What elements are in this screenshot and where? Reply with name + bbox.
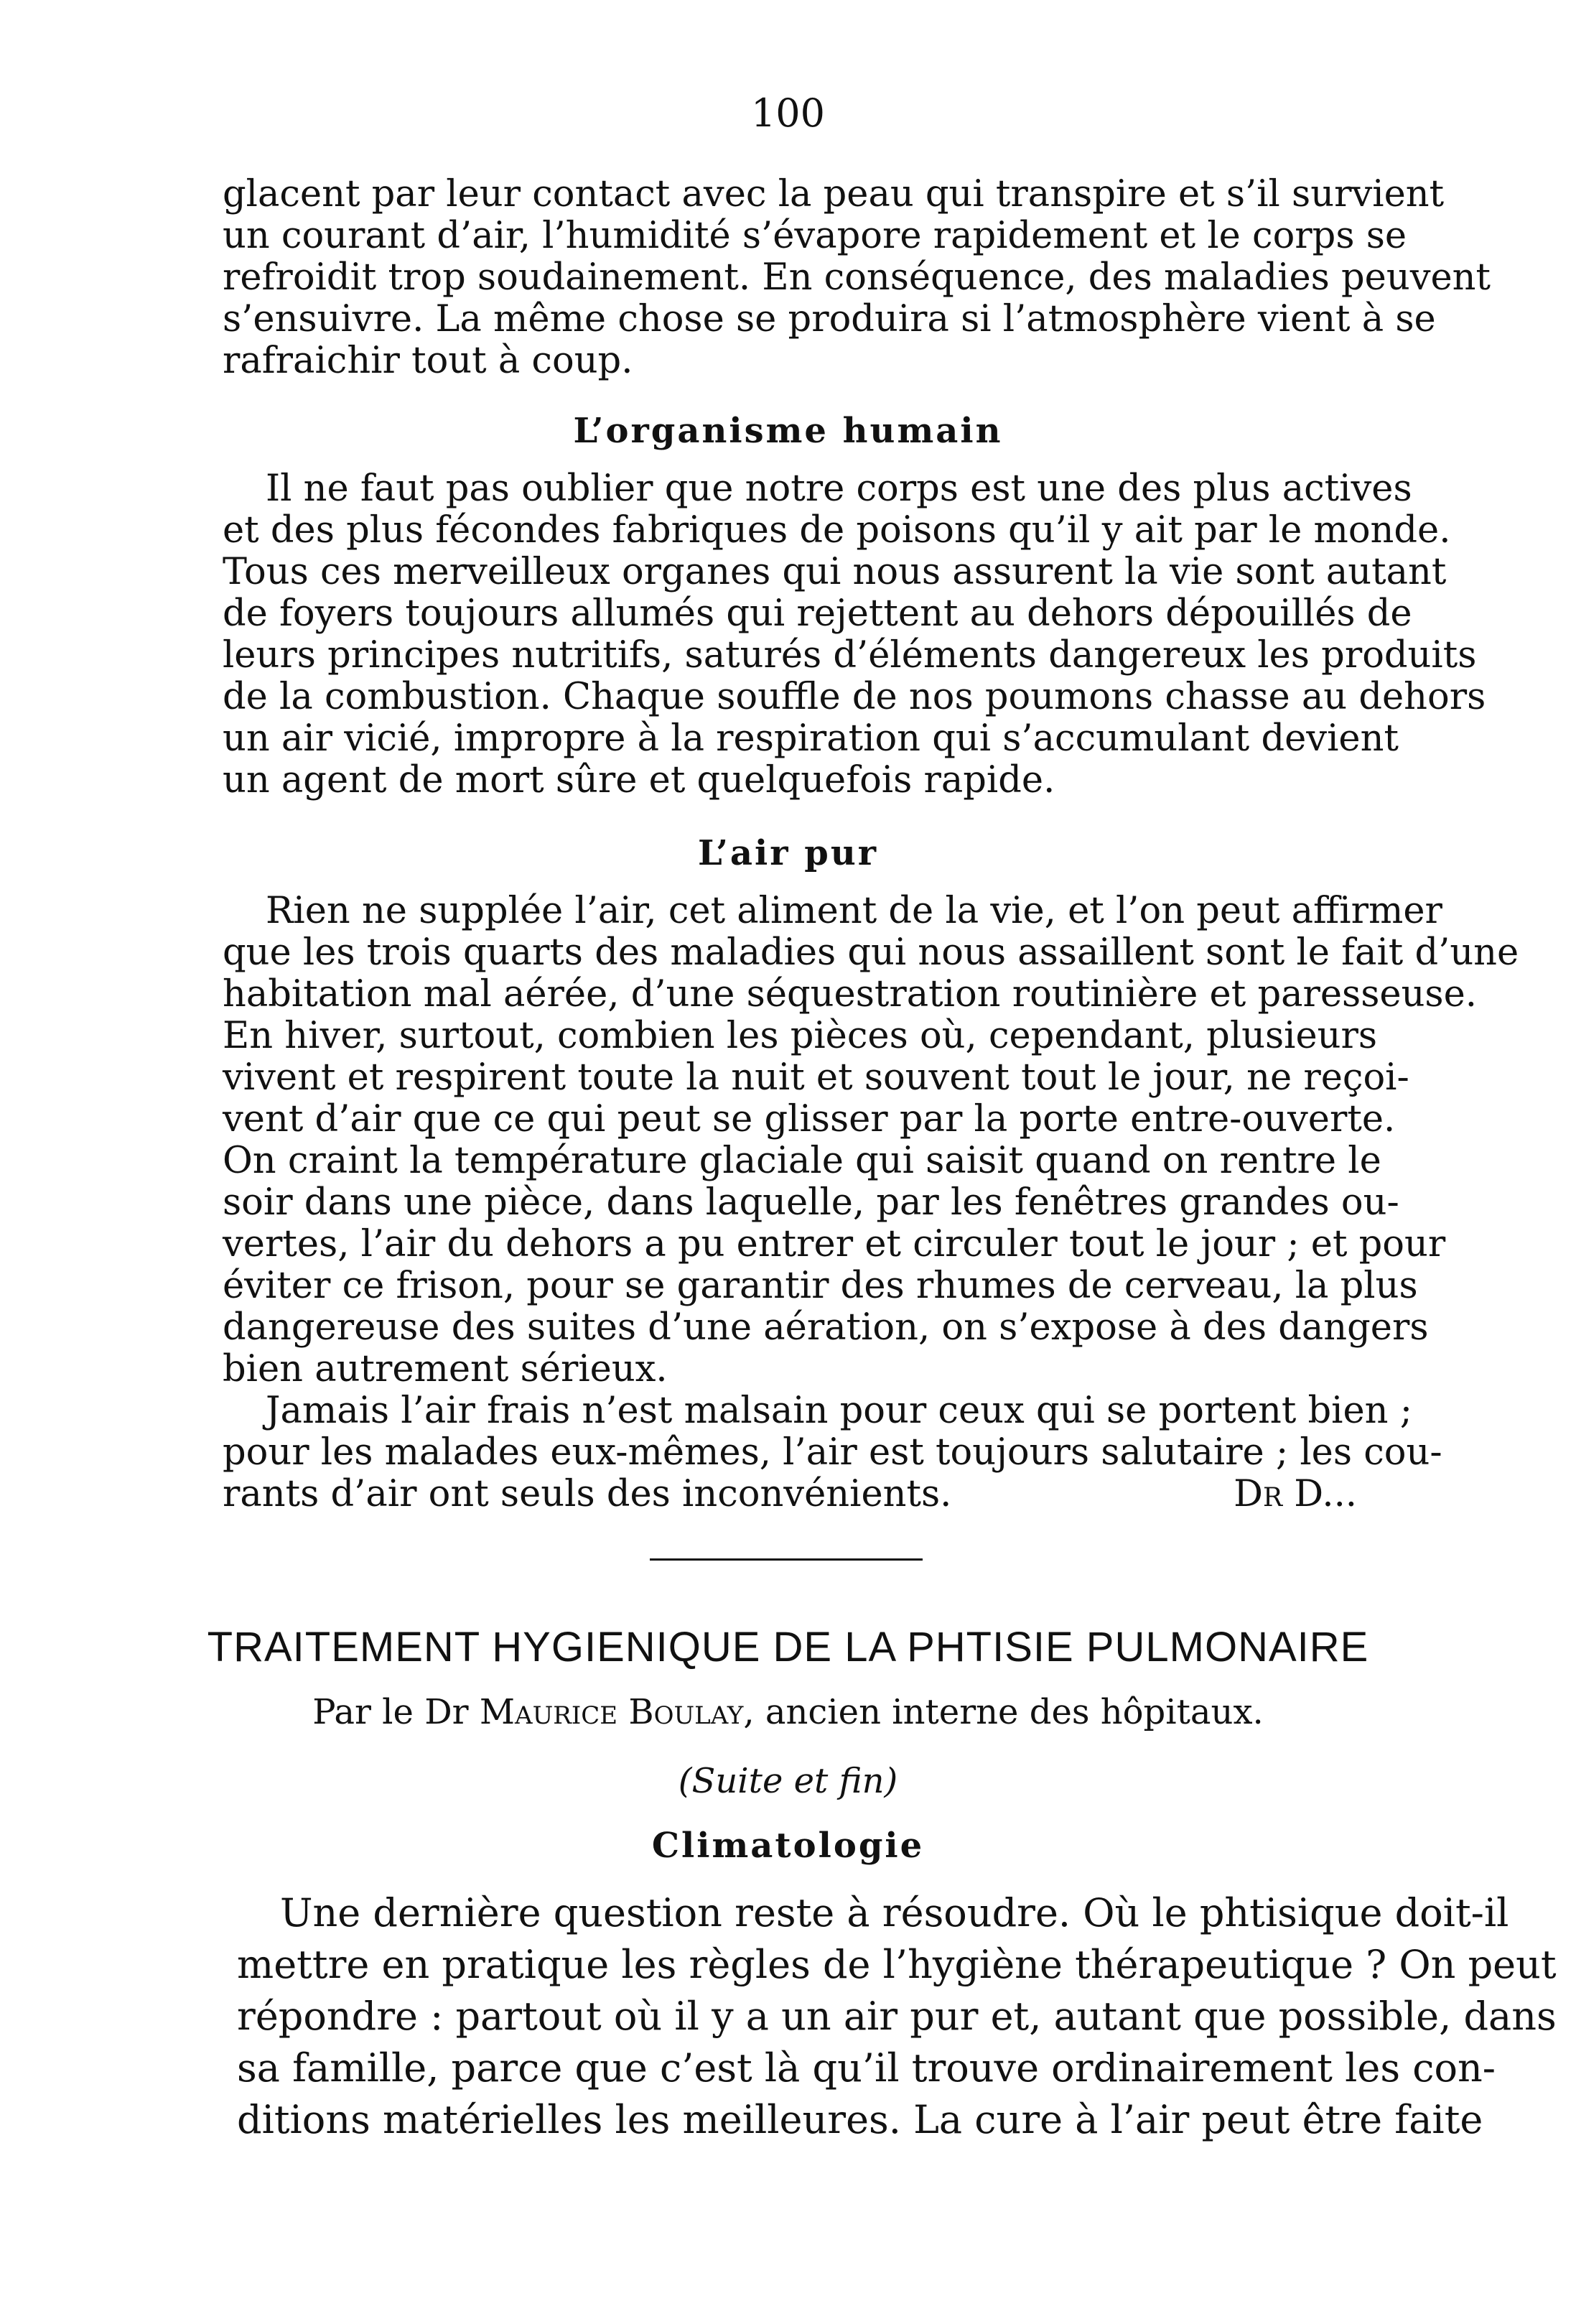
text-line: s’ensuivre. La même chose se produira si l’atmosphère vient à se [223,298,1436,340]
article-byline [0,1692,1576,1732]
text-line: vivent et respirent toute la nuit et souvent tout le jour, ne reçoi- [223,1056,1409,1099]
text-line: On craint la température glaciale qui saisit quand on rentre le [223,1140,1381,1182]
byline-author: Maurice Boulay [479,1692,744,1732]
text-line: leurs principes nutritifs, saturés d’éléments dangereux les produits [223,634,1477,677]
text-line-content: rants d’air ont seuls des inconvénients. [223,1473,952,1515]
text-line: Rien ne supplée l’air, cet aliment de la vie, et l’on peut affirmer [266,890,1442,932]
text-line: de la combustion. Chaque souffle de nos poumons chasse au dehors [223,676,1486,718]
text-line: Jamais l’air frais n’est malsain pour ceux qui se portent bien ; [266,1390,1412,1432]
section-heading-climatologie: Climatologie [651,1826,925,1866]
section-organisme-paragraph [223,468,1486,801]
text-line: sa famille, parce que c’est là qu’il trouve ordinairement les con- [237,2045,1496,2091]
text-line: soir dans une pièce, dans laquelle, par les fenêtres grandes ou- [223,1181,1399,1224]
text-line: rafraichir tout à coup. [223,340,633,382]
section-divider [650,1558,923,1561]
text-line: bien autrement sérieux. [223,1348,668,1390]
article-title: TRAITEMENT HYGIENIQUE DE LA PHTISIE PULMONAIRE [207,1624,1369,1670]
text-line: Tous ces merveilleux organes qui nous assurent la vie sont autant [223,551,1447,593]
byline-suffix: , ancien interne des hôpitaux. [743,1692,1264,1732]
text-line: répondre : partout où il y a un air pur et, autant que possible, dans [237,1994,1557,2039]
text-line: habitation mal aérée, d’une séquestration routinière et paresseuse. [223,973,1477,1015]
section-heading-organisme: L’organisme humain [573,411,1003,451]
text-line: un air vicié, impropre à la respiration qui s’accumulant devient [223,717,1399,760]
text-line: refroidit trop soudainement. En conséquence, des maladies peuvent [223,256,1491,299]
text-line: dangereuse des suites d’une aération, on s’expose à des dangers [223,1306,1429,1349]
section-air-pur-paragraph [223,890,1519,1515]
text-line: un courant d’air, l’humidité s’évapore rapidement et le corps se [223,215,1407,257]
text-line-with-signature [223,1474,1357,1515]
intro-paragraph [223,173,1491,382]
text-line: vent d’air que ce qui peut se glisser par la porte entre-ouverte. [223,1098,1396,1140]
text-line: que les trois quarts des maladies qui nous assaillent sont le fait d’une [223,931,1519,974]
article-suite-note: (Suite et fin) [678,1761,898,1801]
text-line: pour les malades eux-mêmes, l’air est toujours salutaire ; les cou- [223,1431,1442,1474]
text-line: de foyers toujours allumés qui rejettent au dehors dépouillés de [223,592,1412,635]
text-line: ditions matérielles les meilleures. La cure à l’air peut être faite [237,2097,1483,2142]
text-line: glacent par leur contact avec la peau qui transpire et s’il survient [223,173,1445,215]
byline-prefix: Par le Dr [312,1692,469,1732]
text-line: mettre en pratique les règles de l’hygiène thérapeutique ? On peut [237,1942,1557,1987]
text-line: éviter ce frison, pour se garantir des rhumes de cerveau, la plus [223,1265,1418,1307]
article-paragraph [237,1887,1557,2146]
page-number: 100 [750,90,826,136]
text-line: et des plus fécondes fabriques de poisons qu’il y ait par le monde. [223,509,1451,552]
section-heading-air-pur: L’air pur [697,833,879,873]
text-line: Il ne faut pas oublier que notre corps est une des plus actives [266,468,1412,510]
text-line: vertes, l’air du dehors a pu entrer et circuler tout le jour ; et pour [223,1223,1446,1265]
text-line: un agent de mort sûre et quelquefois rapide. [223,759,1055,801]
text-line: Une dernière question reste à résoudre. Où le phtisique doit-il [280,1890,1509,1935]
signature: Dr D... [1234,1473,1357,1515]
text-line: En hiver, surtout, combien les pièces où, cependant, plusieurs [223,1015,1378,1057]
